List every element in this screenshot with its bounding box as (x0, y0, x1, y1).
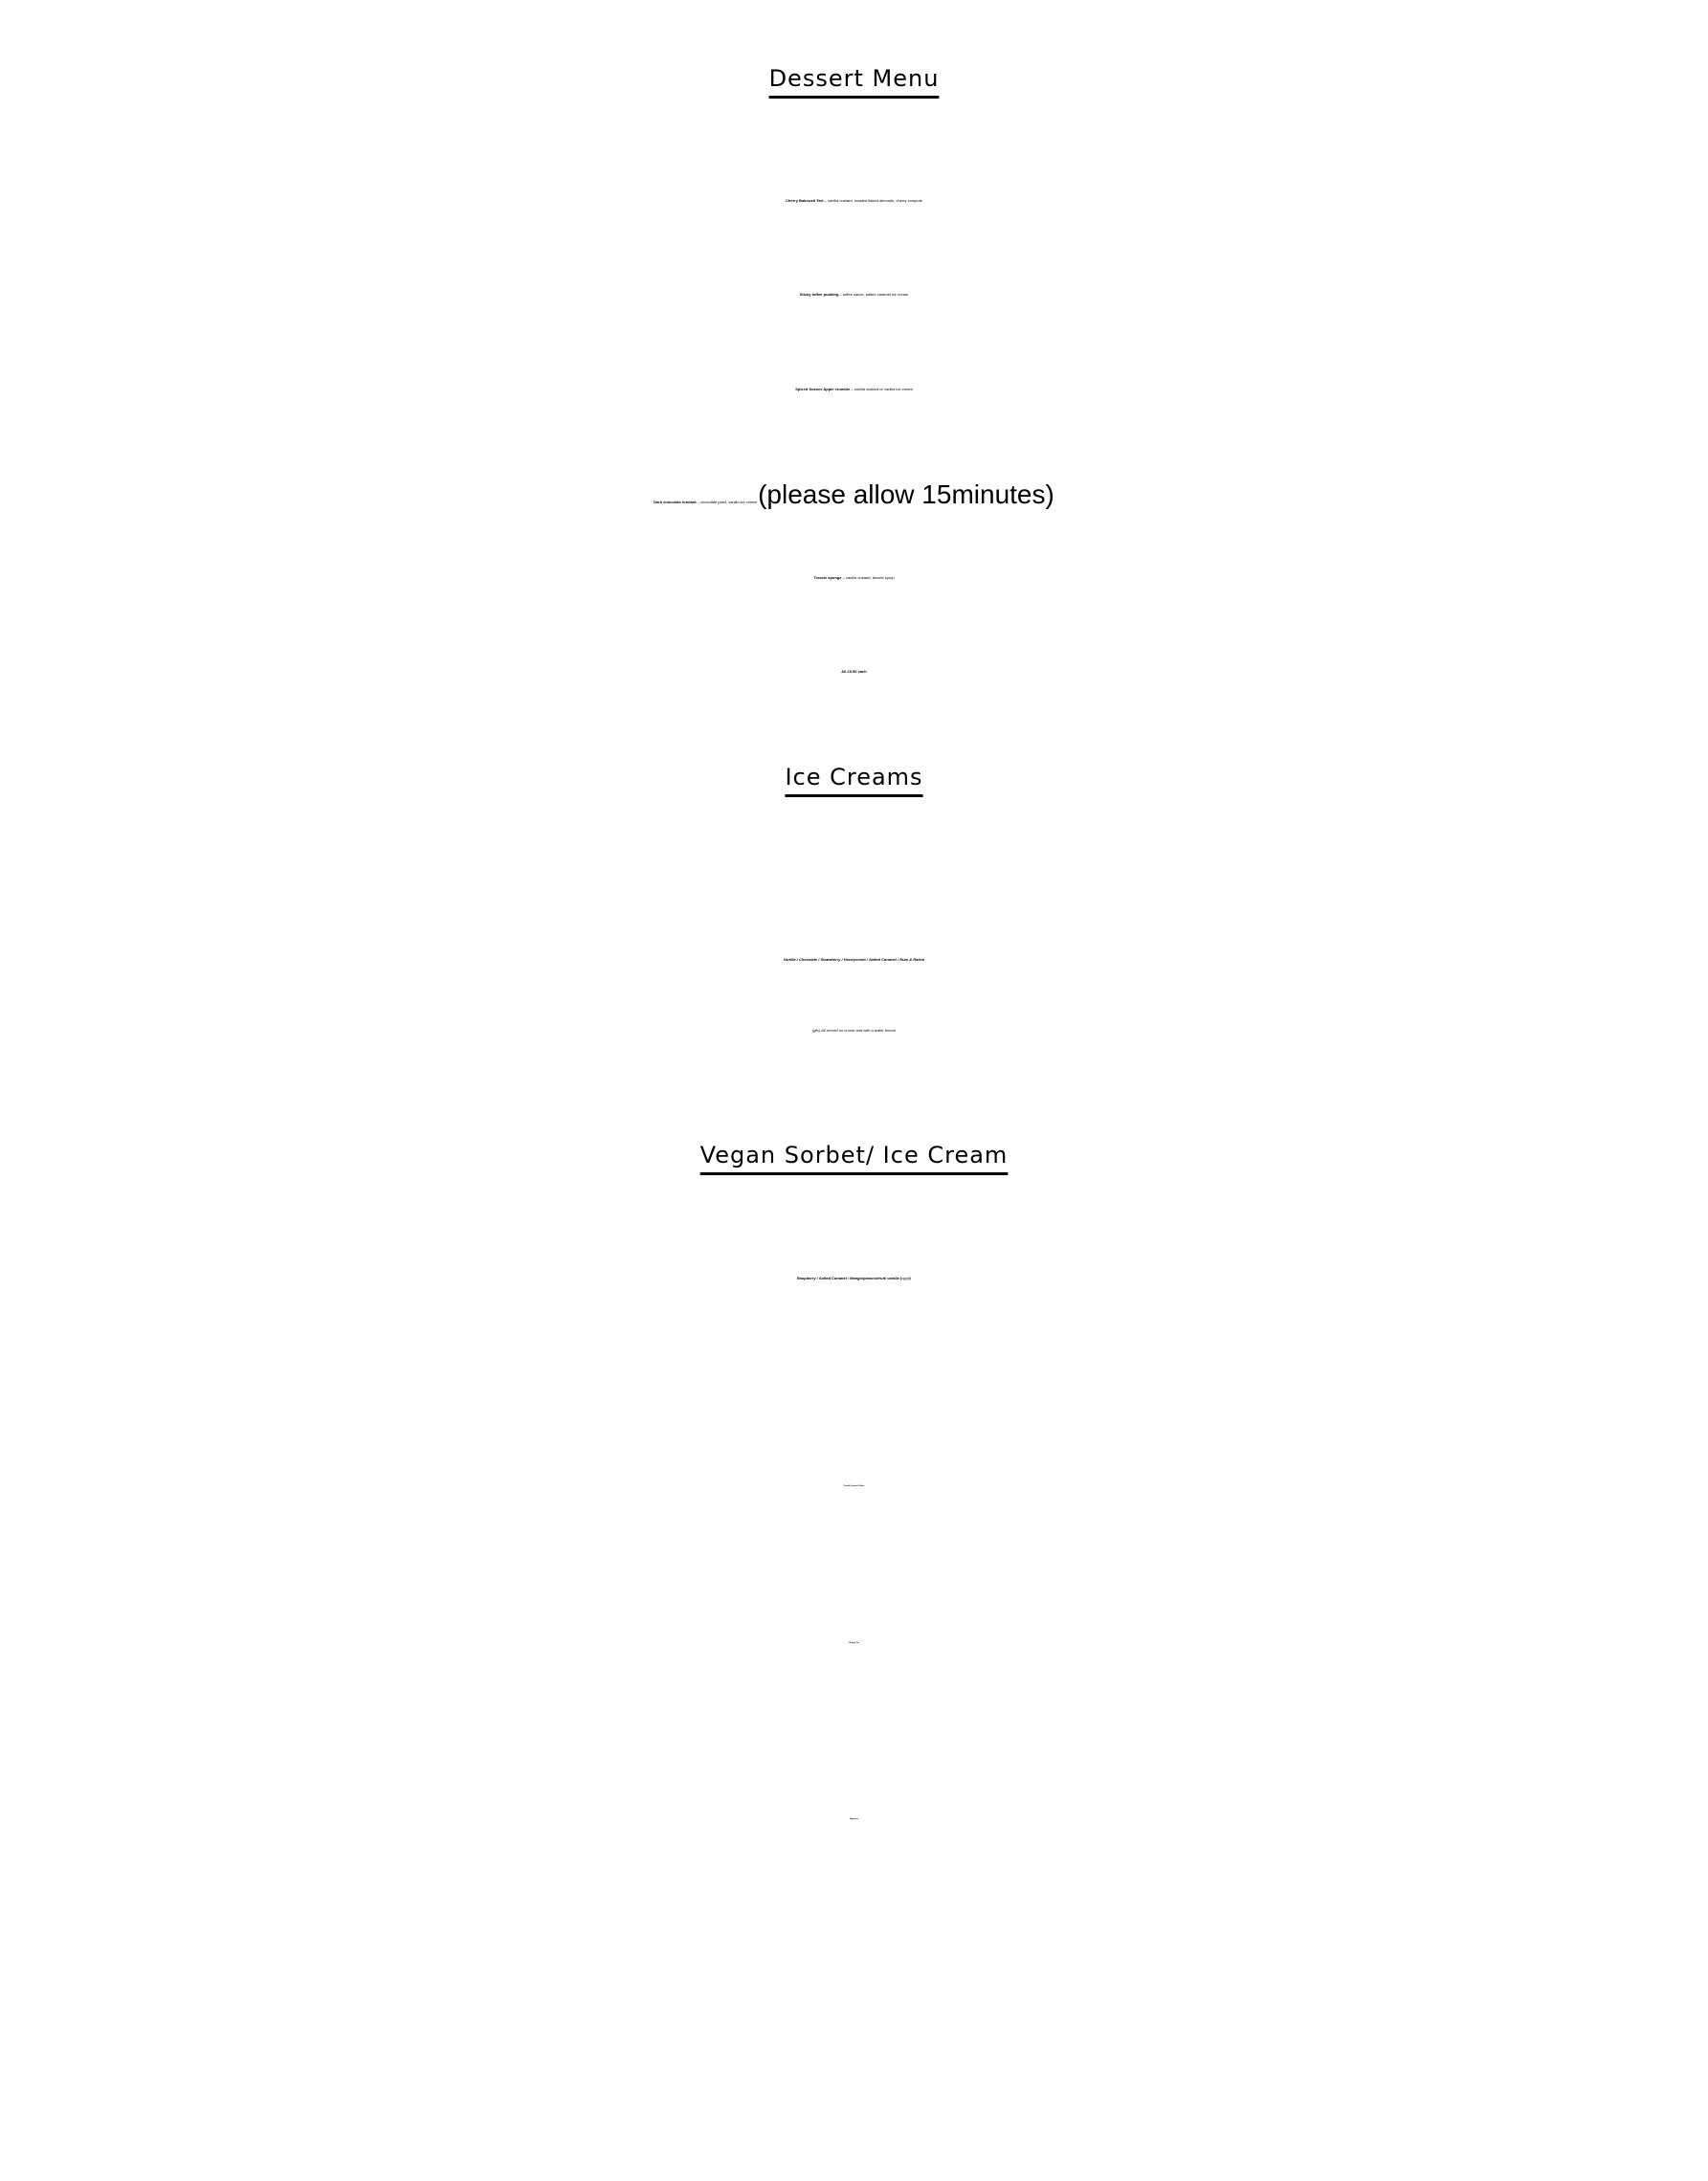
dessert-menu-heading: Dessert Menu (768, 65, 940, 92)
dessert-item-1 (0, 199, 1708, 203)
dessert-item-name: Spiced Sussex Apple crumble (795, 387, 851, 391)
dessert-item-desc: – chocolate paint, vanilla ice cream (696, 500, 759, 504)
vegan-paren: ( (898, 1276, 902, 1280)
coffee-heading: Freshly Ground Coffee (843, 1485, 865, 1487)
dessert-item-desc: – vanilla custard or vanilla ice cream (850, 387, 913, 391)
dessert-item-5 (0, 576, 1708, 580)
dessert-item-name: Dark chocolate fondant (654, 500, 697, 504)
vegan-tag: vg/gf) (901, 1276, 912, 1280)
dessert-item-4 (0, 481, 1708, 508)
vegan-flavours (0, 1277, 1708, 1280)
dessert-item-3 (0, 388, 1708, 391)
ice-creams-served: (gfo) All served on crumb and with a wafer biscuit (811, 1028, 897, 1033)
dessert-item-2 (0, 293, 1708, 297)
ice-creams-heading: Ice Creams (785, 764, 923, 790)
dessert-item-name: Cherry Bakewell Tart (786, 198, 824, 203)
dessert-item-desc: – vanilla custard, treacle syrup (841, 575, 895, 580)
dessert-item-desc: – vanilla custard, roasted flaked almonds, cherry compote (823, 198, 922, 203)
dessert-item-note: (please allow 15minutes) (758, 479, 1054, 509)
tea-heading: Hoogly Tea (849, 1642, 859, 1644)
ice-creams-flavours: Vanilla / Chocolate / Strawberry / Honeycomb / Salted Caramel / Rum & Raisin (783, 957, 925, 962)
dessert-price: All £9.50 each (841, 669, 867, 674)
dessert-item-name: Treacle sponge (813, 575, 842, 580)
vegan-heading: Vegan Sorbet/ Ice Cream (699, 1142, 1009, 1168)
dessert-item-name: Sticky toffee pudding (799, 292, 839, 297)
dessert-item-desc: – toffee sauce, salted caramel ice cream (838, 292, 909, 297)
digestivo-heading: Digestivo (849, 1818, 858, 1820)
vegan-flavours-list: Raspberry / Salted Caramel / Mango/passionfruit/ vanilla (796, 1276, 899, 1280)
